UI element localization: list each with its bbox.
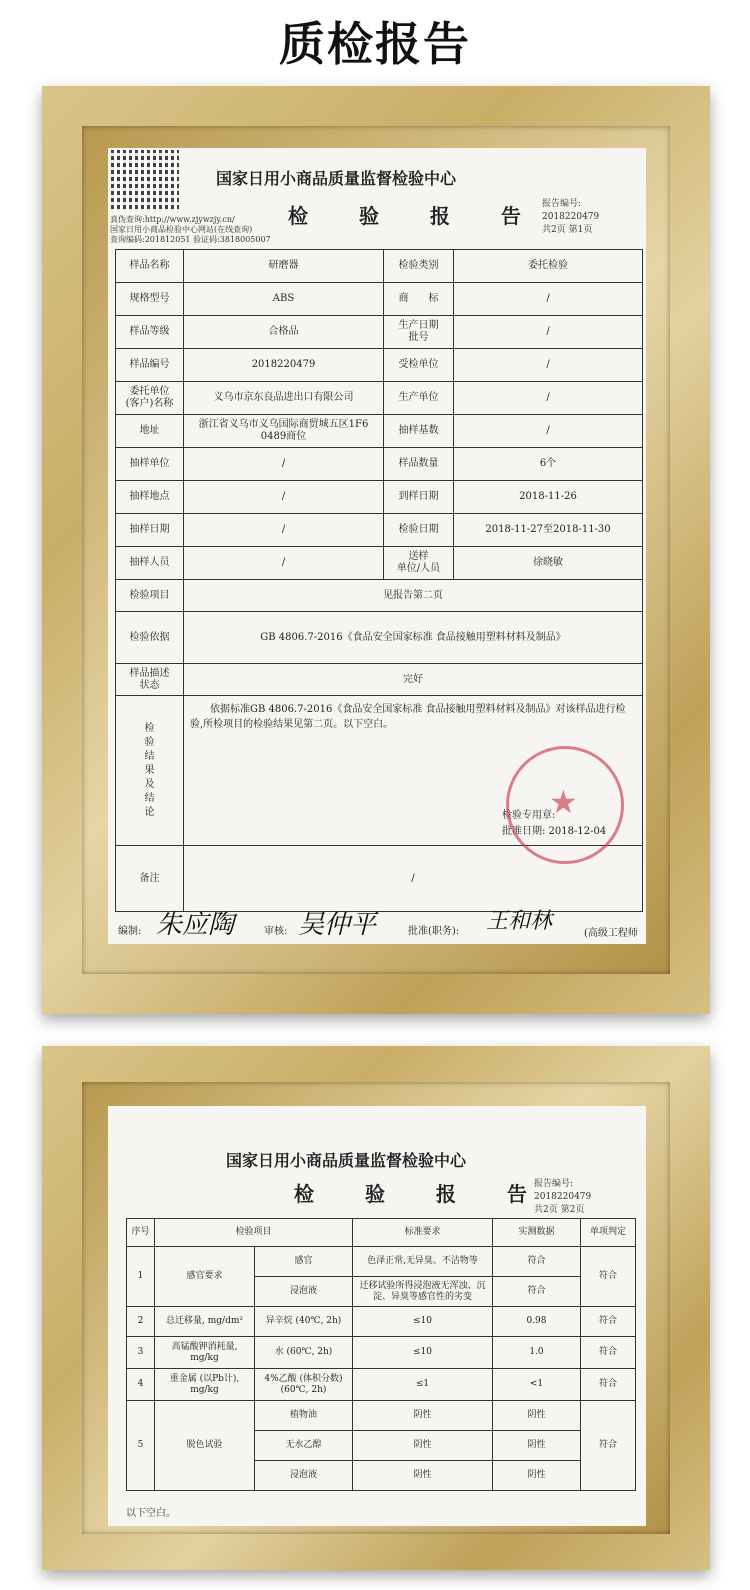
reviewer-signature: 吴仲平 [298,910,377,940]
cell-label: 抽样单位 [116,448,184,481]
cell-sub: 植物油 [255,1401,353,1431]
table-row [116,514,643,547]
cell-label: 抽样基数 [384,415,454,448]
cell-label: 检验项目 [116,580,184,612]
cell-no: 5 [127,1401,155,1491]
approver-label: 批准(职务): [408,926,460,937]
cell-judge: 符合 [581,1337,636,1369]
table-row [127,1307,636,1337]
cell-value: 见报告第二页 [184,580,643,612]
cell-req: ≤10 [353,1337,493,1369]
cell-judge: 符合 [581,1247,636,1307]
cell-value: 徐晓敏 [454,547,643,580]
cell-label: 受检单位 [384,349,454,382]
cell-label: 生产单位 [384,382,454,415]
header-req: 标准要求 [353,1219,493,1247]
cell-value: / [454,382,643,415]
cell-value: / [184,481,384,514]
page-info: 共2页 第2页 [534,1205,585,1215]
cell-label: 样品数量 [384,448,454,481]
table-row [127,1247,636,1277]
approver-title: (高级工程师 [584,928,638,939]
cell-item: 感官要求 [155,1247,255,1307]
table-row [116,349,643,382]
report-no: 2018220479 [534,1192,592,1202]
verify-site: 国家日用小商品检验中心网站(在线查询) [110,225,253,234]
table-row [116,547,643,580]
cell-label: 样品等级 [116,316,184,349]
cell-label: 抽样地点 [116,481,184,514]
cell-req: 阴性 [353,1401,493,1431]
cell-req: ≤10 [353,1307,493,1337]
editor-signature: 朱应陶 [156,910,235,940]
org-name: 国家日用小商品质量监督检验中心 [226,1151,467,1170]
header-judge: 单项判定 [581,1219,636,1247]
cell-req: ≤1 [353,1369,493,1401]
cell-data: <1 [493,1369,581,1401]
header-item: 检验项目 [155,1219,353,1247]
table-row [116,316,643,349]
cell-label: 地址 [116,415,184,448]
cell-value: 2018-11-26 [454,481,643,514]
cell-value: / [184,846,643,912]
conclusion-text: 依据标准GB 4806.7-2016《食品安全国家标准 食品接触用塑料材料及制品》对该样品进行检验,所检项目的检验结果见第二页。以下空白。 [190,704,626,730]
cell-no: 1 [127,1247,155,1307]
cell-label: 送样 单位/人员 [384,547,454,580]
cell-label: 抽样人员 [116,547,184,580]
cell-label: 规格型号 [116,283,184,316]
cell-label: 样品名称 [116,250,184,283]
cell-sub: 浸泡液 [255,1277,353,1307]
cell-value: 2018220479 [184,349,384,382]
cell-sub: 异辛烷 (40℃, 2h) [255,1307,353,1337]
table-row [116,580,643,612]
cell-label: 样品描述 状态 [116,664,184,696]
picture-frame-page1 [42,86,710,1014]
cell-label: 备注 [116,846,184,912]
cell-no: 2 [127,1307,155,1337]
report-no-label: 报告编号: [534,1179,574,1189]
report-page1 [108,148,646,944]
report-page2 [108,1106,646,1526]
header-no: 序号 [127,1219,155,1247]
cell-value: 2018-11-27至2018-11-30 [454,514,643,547]
cell-value: 浙江省义乌市义乌国际商贸城五区1F6 0489商位 [184,415,384,448]
cell-value: ABS [184,283,384,316]
seal-label: 检验专用章: [502,810,556,821]
table-row [127,1337,636,1369]
reviewer-label: 审核: [264,926,288,937]
cell-sub: 感官 [255,1247,353,1277]
footer-note: 以下空白。 [126,1508,176,1519]
cell-item: 高锰酸钾消耗量, mg/kg [155,1337,255,1369]
cell-value: 合格品 [184,316,384,349]
cell-label: 检验日期 [384,514,454,547]
table-row [127,1369,636,1401]
page-info: 共2页 第1页 [542,225,593,235]
cell-label: 样品编号 [116,349,184,382]
cell-value: / [184,448,384,481]
table-row [116,448,643,481]
cell-item: 重金属 (以Pb计), mg/kg [155,1369,255,1401]
qr-code-icon [111,150,179,212]
cell-sub: 无水乙醇 [255,1431,353,1461]
cell-value: / [454,349,643,382]
cell-value: / [454,283,643,316]
table-row [116,250,643,283]
report-no: 2018220479 [542,212,600,222]
cell-sub: 浸泡液 [255,1461,353,1491]
table-row [127,1401,636,1431]
cell-item: 总迁移量, mg/dm² [155,1307,255,1337]
table-row [116,481,643,514]
cell-label: 检验类别 [384,250,454,283]
cell-data: 阴性 [493,1401,581,1431]
cell-label: 抽样日期 [116,514,184,547]
verify-url: 真伪查询:http://www.zjywzjy.cn/ [110,215,235,224]
cell-data: 1.0 [493,1337,581,1369]
report-number-block [542,198,599,237]
cell-data: 符合 [493,1277,581,1307]
cell-judge: 符合 [581,1401,636,1491]
table-row [116,283,643,316]
report-no-label: 报告编号: [542,199,582,209]
cell-value: 委托检验 [454,250,643,283]
table-row [116,612,643,664]
cell-label: 到样日期 [384,481,454,514]
cell-sub: 水 (60℃, 2h) [255,1337,353,1369]
red-seal-stamp [506,746,624,864]
cell-label: 商 标 [384,283,454,316]
cell-value: 研磨器 [184,250,384,283]
report-title: 检 验 报 告 [294,1182,549,1206]
cell-req: 阴性 [353,1431,493,1461]
results-table [126,1218,636,1491]
cell-data: 符合 [493,1247,581,1277]
table-header-row [127,1219,636,1247]
cell-judge: 符合 [581,1369,636,1401]
cell-data: 阴性 [493,1431,581,1461]
header-data: 实测数据 [493,1219,581,1247]
cell-item: 脱色试验 [155,1401,255,1491]
cell-value: / [184,514,384,547]
cell-data: 阴性 [493,1461,581,1491]
table-row [116,664,643,696]
cell-req: 阴性 [353,1461,493,1491]
report-title: 检 验 报 告 [288,204,543,228]
approver-signature: 王和林 [486,909,553,934]
editor-label: 编制: [118,926,142,937]
table-row [116,415,643,448]
verify-code: 查询编码:201812051 验证码:3818005007 [110,235,271,244]
cell-data: 0.98 [493,1307,581,1337]
approve-date: 批准日期: 2018-12-04 [502,826,607,837]
org-name: 国家日用小商品质量监督检验中心 [216,169,457,188]
cell-no: 4 [127,1369,155,1401]
cell-value: / [454,415,643,448]
cell-value: 6个 [454,448,643,481]
cell-judge: 符合 [581,1307,636,1337]
cell-label: 生产日期 批号 [384,316,454,349]
cell-value: 义乌市京东良品进出口有限公司 [184,382,384,415]
cell-value: GB 4806.7-2016《食品安全国家标准 食品接触用塑料材料及制品》 [184,612,643,664]
cell-sub: 4%乙酸 (体积分数) (60℃, 2h) [255,1369,353,1401]
cell-no: 3 [127,1337,155,1369]
cell-value: 完好 [184,664,643,696]
cell-label: 检 验 结 果 及 结 论 [116,696,184,846]
picture-frame-page2 [42,1046,710,1570]
cell-label: 委托单位 (客户)名称 [116,382,184,415]
page-heading: 质检报告 [279,17,471,71]
cell-req: 色泽正常,无异臭、不洁物等 [353,1247,493,1277]
table-row [116,382,643,415]
cell-req: 迁移试验所得浸泡液无浑浊、沉淀、异臭等感官性的劣变 [353,1277,493,1307]
cell-value: / [454,316,643,349]
cell-value: / [184,547,384,580]
report-number-block [534,1178,591,1217]
cell-label: 检验依据 [116,612,184,664]
